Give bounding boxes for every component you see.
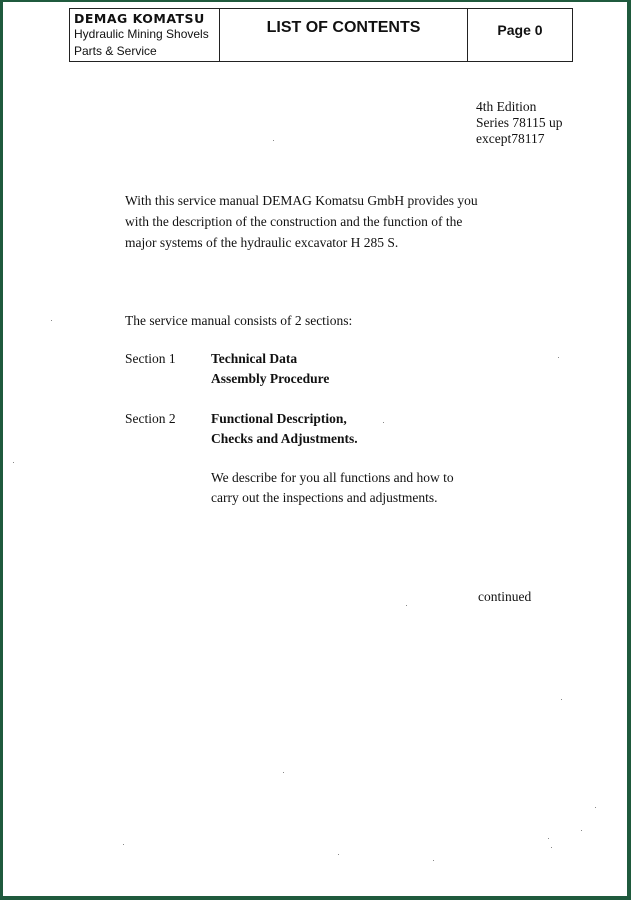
section-1-label: Section 1: [125, 351, 176, 366]
scan-speck: [561, 699, 562, 700]
scan-speck: [283, 772, 284, 773]
scan-speck: [595, 807, 596, 808]
brand-subline-2: Parts & Service: [74, 44, 157, 58]
page-title: LIST OF CONTENTS: [220, 9, 468, 61]
scan-speck: [551, 847, 552, 848]
edition-line: 4th Edition: [476, 99, 537, 114]
page-header: [69, 8, 573, 62]
scan-speck: [433, 860, 434, 861]
scan-speck: [13, 462, 14, 463]
section-2-items: [211, 409, 358, 449]
intro-line: With this service manual DEMAG Komatsu GmbH provides you: [125, 193, 478, 208]
sections-intro: The service manual consists of 2 sections:: [125, 313, 353, 328]
edition-info: [476, 99, 563, 147]
company-logo-block: [70, 9, 220, 61]
scan-speck: [338, 854, 339, 855]
except-line: except78117: [476, 131, 545, 146]
page-number: Page 0: [497, 22, 543, 38]
intro-line: with the description of the construction and the function of the: [125, 214, 463, 229]
scan-speck: [581, 830, 582, 831]
scan-speck: [406, 605, 407, 606]
description-line: carry out the inspections and adjustments.: [211, 490, 438, 505]
section-item: Checks and Adjustments.: [211, 431, 358, 446]
scan-speck: [548, 838, 549, 839]
intro-paragraph: [125, 190, 485, 253]
section-item: Technical Data: [211, 351, 298, 366]
section-2-label: Section 2: [125, 411, 176, 426]
scan-speck: [123, 844, 124, 845]
document-page: [3, 2, 627, 896]
scan-speck: [273, 140, 274, 141]
description-line: We describe for you all functions and how to: [211, 470, 454, 485]
scan-speck: [558, 357, 559, 358]
section-item: Functional Description,: [211, 411, 347, 426]
series-line: Series 78115 up: [476, 115, 563, 130]
section-2-description: [211, 468, 491, 508]
brand-subline-1: Hydraulic Mining Shovels: [74, 27, 209, 41]
brand-logo: DEMAG KOMATSU: [74, 11, 205, 26]
section-1-items: [211, 349, 329, 389]
continued-note: continued: [478, 589, 532, 604]
scan-speck: [51, 320, 52, 321]
section-item: Assembly Procedure: [211, 371, 330, 386]
intro-line: major systems of the hydraulic excavator H 285 S.: [125, 235, 399, 250]
scan-speck: [383, 422, 384, 423]
